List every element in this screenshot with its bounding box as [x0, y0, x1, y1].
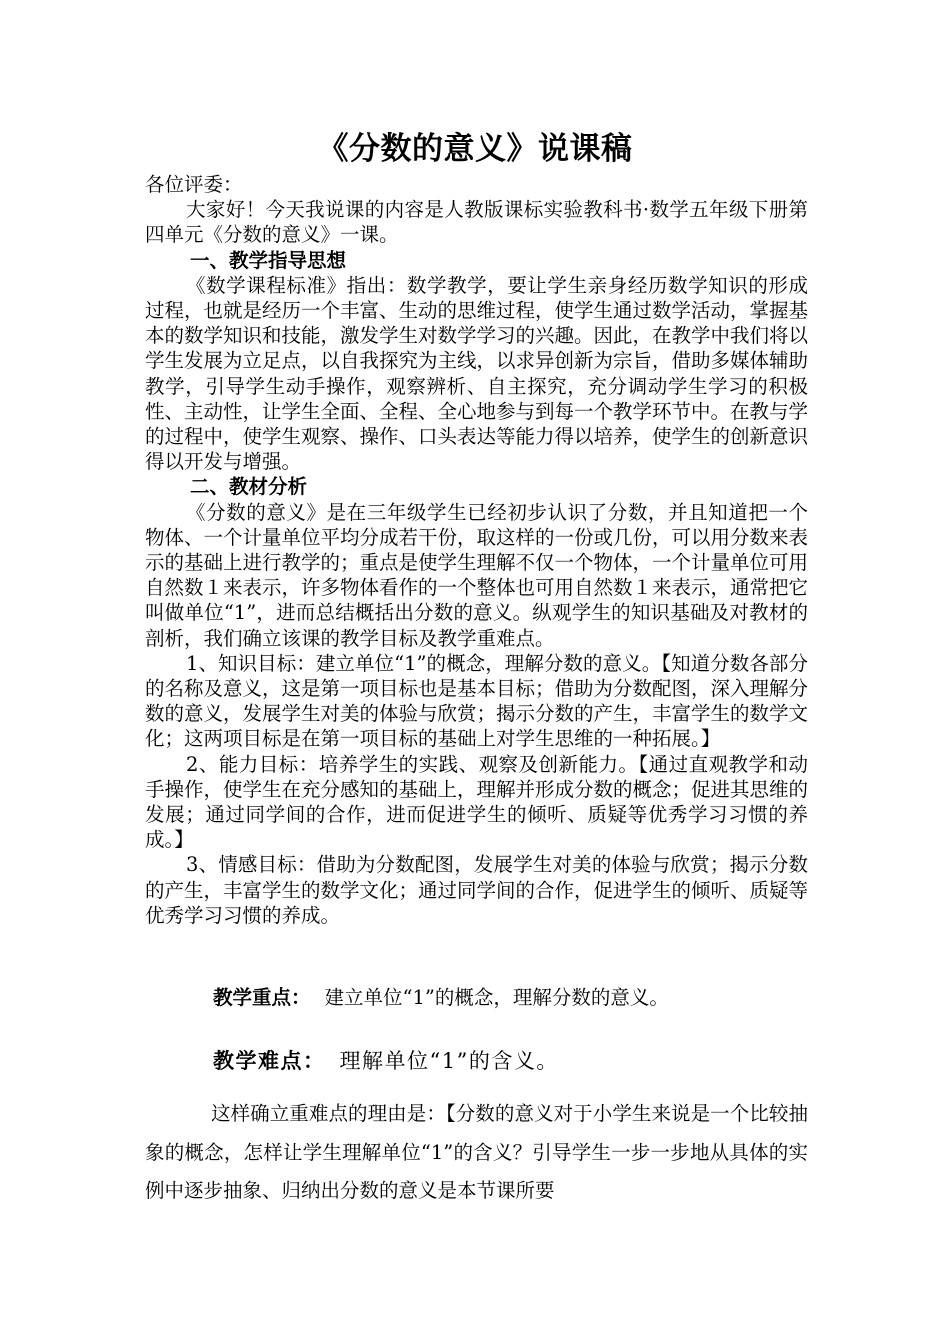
knowledge-goal-paragraph: 1、知识目标：建立单位“1”的概念，理解分数的意义。【知道分数各部分的名称及意义，这是第一项目标也是基本目标；借助为分数配图，深入理解分数的意义，发展学生对美的体验与欣赏；揭示分数的产生，丰富学生的数学文化；这两项目标是在第一项目标的基础上对学生思维的一种拓展。】	[145, 651, 809, 751]
salutation: 各位评委：	[145, 173, 243, 196]
section-heading-material-analysis: 二、教材分析	[190, 475, 308, 499]
key-point-line	[213, 983, 669, 1013]
material-analysis-paragraph: 《分数的意义》是在三年级学生已经初步认识了分数，并且知道把一个物体、一个计量单位平均分成若干份，取这样的一份或几份，可以用分数来表示的基础上进行教学的；重点是使学生理解不仅一个物体，一个计量单位可用自然数１来表示，许多物体看作的一个整体也可用自然数１来表示，通常把它叫做单位“1”，进而总结概括出分数的意义。纵观学生的知识基础及对教材的剖析，我们确立该课的教学目标及教学重难点。	[145, 500, 809, 650]
key-point-label: 教学重点：	[213, 986, 311, 1009]
difficult-point-text: 理解单位“1”的含义。	[339, 1049, 559, 1073]
document-title: 《分数的意义》说课稿	[317, 131, 633, 167]
intro-paragraph: 大家好！今天我说课的内容是人教版课标实验教科书·数学五年级下册第四单元《分数的意义》一课。	[145, 198, 808, 247]
reason-block	[145, 1095, 808, 1211]
guiding-idea-paragraph: 《数学课程标准》指出：数学教学，要让学生亲身经历数学知识的形成过程，也就是经历一个丰富、生动的思维过程，使学生通过数学活动，掌握基本的数学知识和技能，激发学生对数学学习的兴趣。因此，在教学中我们将以学生发展为立足点，以自我探究为主线，以求异创新为宗旨，借助多媒体辅助教学，引导学生动手操作，观察辨析、自主探究，充分调动学生学习的积极性、主动性，让学生全面、全程、全心地参与到每一个教学环节中。在教与学的过程中，使学生观察、操作、口头表达等能力得以培养，使学生的创新意识得以开发与增强。	[145, 273, 809, 474]
reason-paragraph: 这样确立重难点的理由是：【分数的意义对于小学生来说是一个比较抽象的概念，怎样让学生理解单位“1”的含义？引导学生一步一步地从具体的实例中逐步抽象、归纳出分数的意义是本节课所要	[145, 1102, 808, 1202]
document-body	[145, 172, 808, 928]
key-point-text: 建立单位“1”的概念，理解分数的意义。	[324, 986, 669, 1009]
difficult-point-line	[213, 1046, 559, 1076]
emotion-goal-paragraph: 3、情感目标：借助为分数配图，发展学生对美的体验与欣赏；揭示分数的产生，丰富学生的数学文化；通过同学间的合作，促进学生的倾听、质疑等优秀学习习惯的养成。	[145, 853, 809, 927]
ability-goal-paragraph: 2、能力目标：培养学生的实践、观察及创新能力。【通过直观教学和动手操作，使学生在充分感知的基础上，理解并形成分数的概念；促进其思维的发展；通过同学间的合作，进而促进学生的倾听、质疑等优秀学习习惯的养成。】	[145, 752, 809, 852]
section-heading-guiding-idea: 一、教学指导思想	[190, 248, 347, 272]
difficult-point-label: 教学难点：	[213, 1049, 326, 1073]
